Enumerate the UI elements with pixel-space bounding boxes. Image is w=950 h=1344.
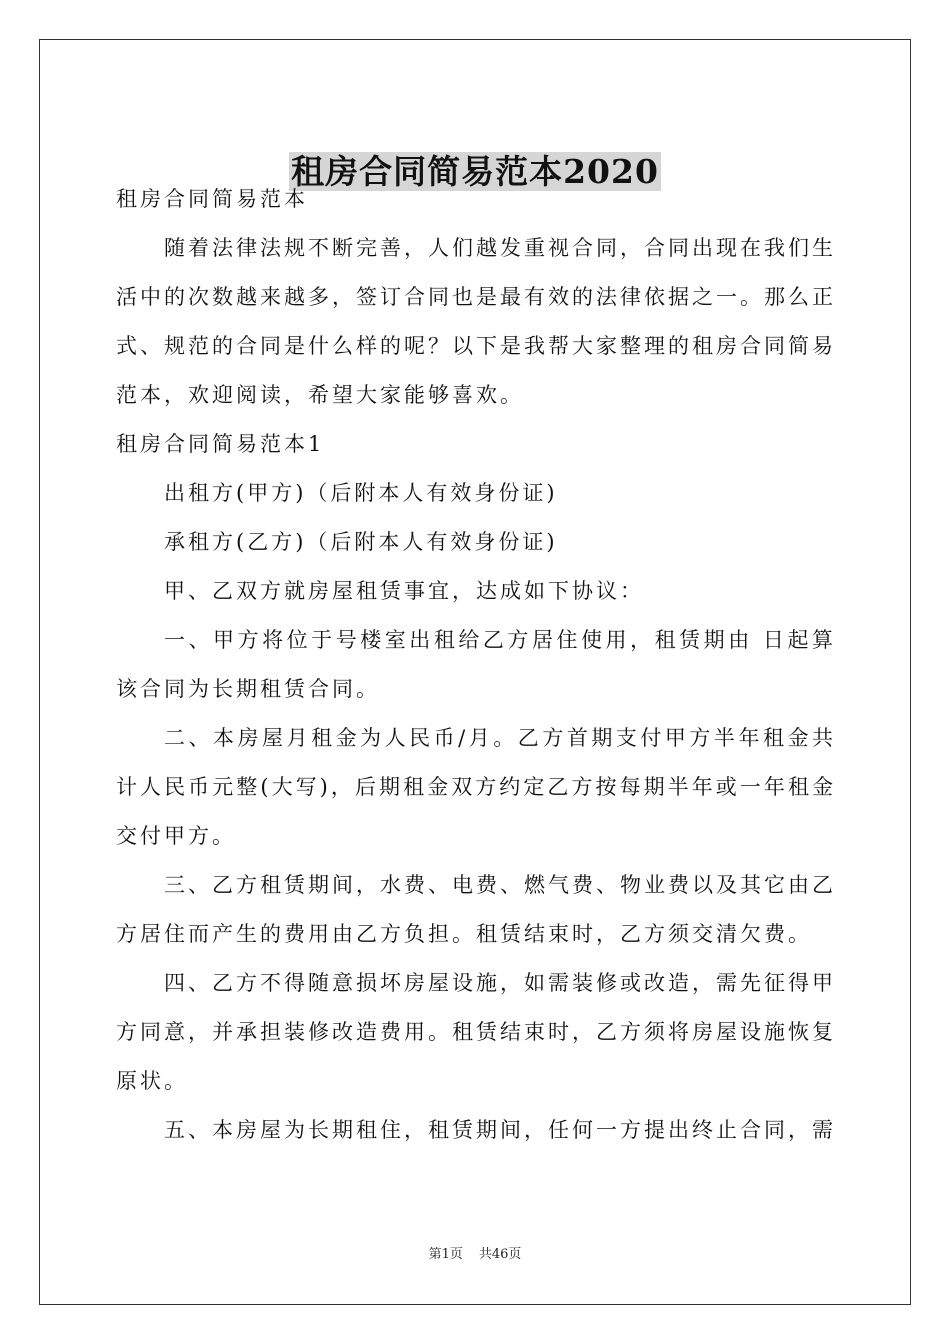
section-heading: 租房合同简易范本1 [116, 432, 325, 456]
section-heading: 租房合同简易范本 [116, 187, 308, 211]
intro-paragraph: 随着法律法规不断完善，人们越发重视合同，合同出现在我们生活中的次数越来越多，签订合同也是最有效的法律依据之一。那么正式、规范的合同是什么样的呢？以下是我帮大家整理的租房合同简易范本，欢迎阅读，希望大家能够喜欢。 [116, 236, 836, 407]
clause-1: 一、甲方将位于号楼室出租给乙方居住使用，租赁期由 日起算该合同为长期租赁合同。 [116, 628, 836, 701]
page-number: 第1页 [428, 1247, 463, 1262]
page-total: 共46页 [478, 1247, 522, 1262]
page-footer [0, 1246, 950, 1264]
clause-4: 四、乙方不得随意损坏房屋设施，如需装修或改造，需先征得甲方同意，并承担装修改造费用。租赁结束时，乙方须将房屋设施恢复原状。 [116, 971, 836, 1093]
party-b-line: 承租方(乙方)（后附本人有效身份证) [164, 530, 558, 554]
party-a-line: 出租方(甲方)（后附本人有效身份证) [164, 481, 558, 505]
document-title-text: 租房合同简易范本2020 [291, 152, 659, 192]
clause-5: 五、本房屋为长期租住，租赁期间，任何一方提出终止合同，需 [164, 1118, 836, 1142]
clause-2: 二、本房屋月租金为人民币/月。乙方首期支付甲方半年租金共计人民币元整(大写)，后期租金双方约定乙方按每期半年或一年租金交付甲方。 [116, 726, 836, 848]
agreement-intro: 甲、乙双方就房屋租赁事宜，达成如下协议： [164, 579, 644, 603]
clause-3: 三、乙方租赁期间，水费、电费、燃气费、物业费以及其它由乙方居住而产生的费用由乙方负担。租赁结束时，乙方须交清欠费。 [116, 873, 836, 946]
document-body [116, 175, 836, 1155]
